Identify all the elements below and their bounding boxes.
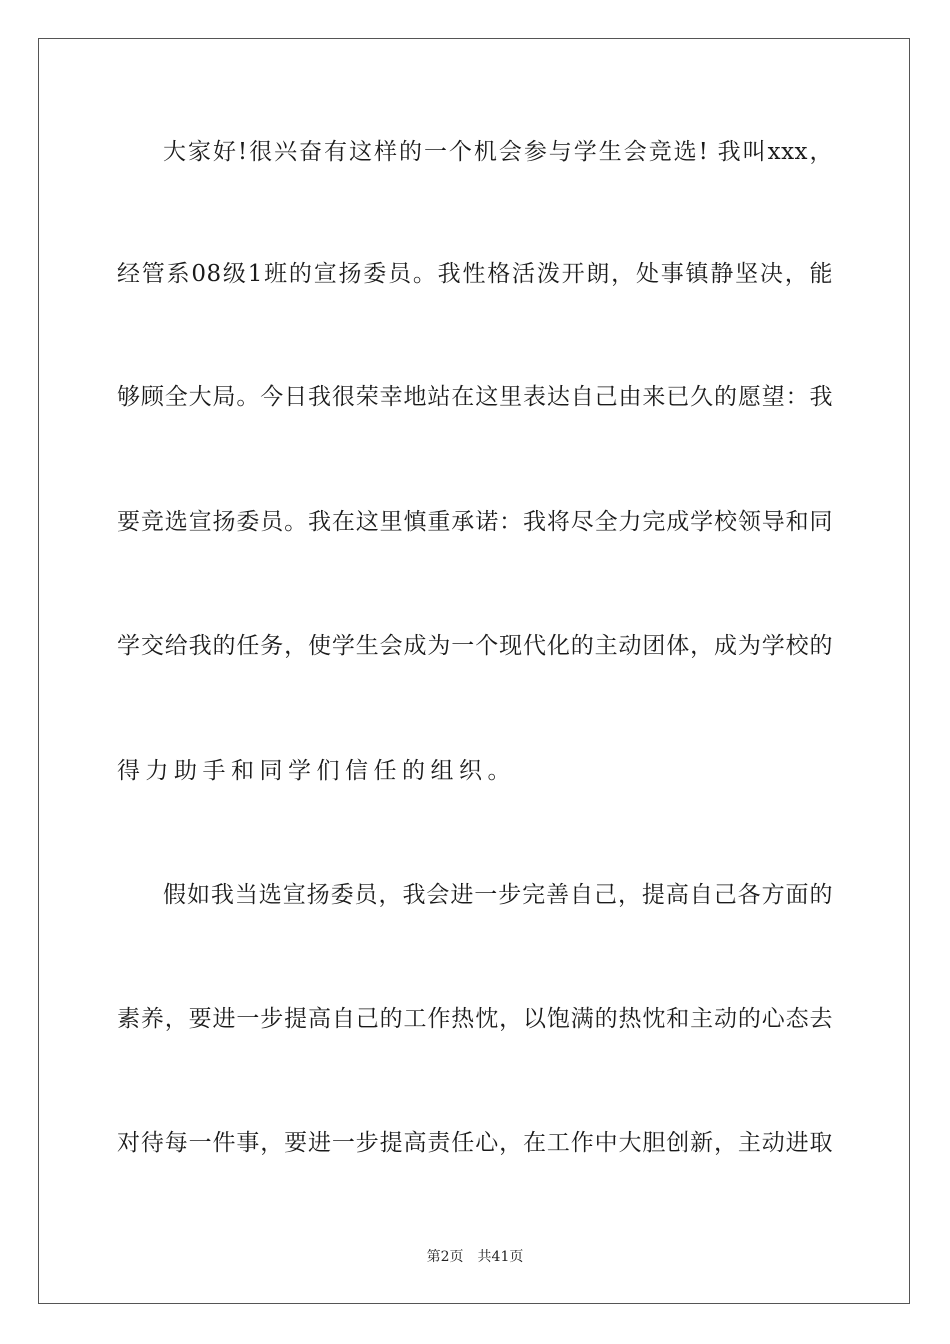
paragraph-1-line-4: 要竞选宣扬委员。我在这里慎重承诺：我将尽全力完成学校领导和同	[117, 509, 833, 535]
paragraph-1-line-5: 学交给我的任务，使学生会成为一个现代化的主动团体，成为学校的	[117, 633, 833, 659]
paragraph-1-line-6: 得力助手和同学们信任的组织。	[117, 758, 516, 784]
page-border	[38, 38, 910, 1304]
paragraph-2-line-1: 假如我当选宣扬委员，我会进一步完善自己，提高自己各方面的	[163, 882, 833, 908]
page-footer	[0, 1248, 950, 1266]
paragraph-2-line-2: 素养，要进一步提高自己的工作热忱，以饱满的热忱和主动的心态去	[117, 1006, 833, 1032]
paragraph-1-line-2: 经管系08级1班的宣扬委员。我性格活泼开朗，处事镇静坚决，能	[117, 261, 833, 287]
page-number: 第2页	[426, 1249, 464, 1265]
paragraph-1-line-3: 够顾全大局。今日我很荣幸地站在这里表达自己由来已久的愿望：我	[117, 384, 833, 410]
paragraph-1-line-1: 大家好!很兴奋有这样的一个机会参与学生会竞选! 我叫xxx，	[163, 139, 833, 165]
paragraph-2-line-3: 对待每一件事，要进一步提高责任心，在工作中大胆创新，主动进取	[117, 1130, 833, 1156]
total-pages: 共41页	[477, 1249, 524, 1265]
